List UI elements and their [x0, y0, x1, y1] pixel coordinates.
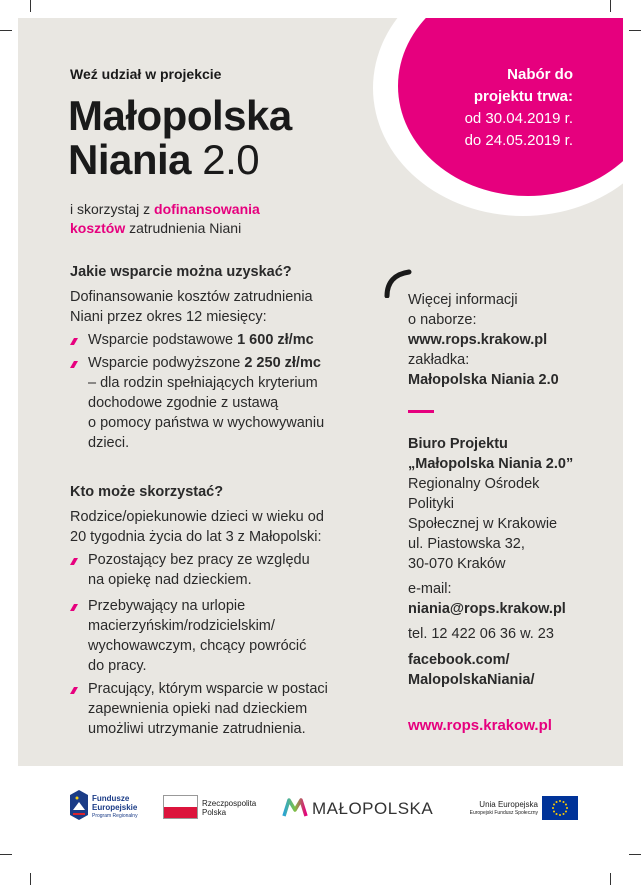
eligibility-bullet-2-line: wychowawczym, chcący powrócić	[88, 638, 307, 654]
eligibility-bullet-1-line: na opiekę nad dzieckiem.	[88, 572, 252, 588]
support-intro-line-1: Dofinansowanie kosztów zatrudnienia	[70, 289, 313, 305]
eligibility-intro	[70, 507, 324, 547]
title-niania: Niania	[68, 136, 192, 183]
eligibility-bullet-1-line: Pozostający bez pracy ze względu	[88, 552, 310, 568]
subtitle-post: zatrudnienia Niani	[125, 220, 242, 236]
recruitment-to: do 24.05.2019 r.	[464, 132, 573, 149]
intro-text: Weź udział w projekcie	[70, 66, 222, 82]
subtitle-pre: i skorzystaj z	[70, 201, 155, 217]
rzeczpospolita-text	[202, 799, 256, 817]
support-bullet-1-text: Wsparcie podstawowe	[88, 332, 238, 348]
support-bullet-2	[88, 353, 324, 453]
eligibility-heading: Kto może skorzystać?	[70, 484, 224, 500]
facebook-block	[408, 650, 535, 690]
bullet-marker-icon	[69, 602, 79, 612]
recruitment-label-2: projektu trwa:	[473, 88, 573, 105]
recruitment-box	[418, 64, 573, 152]
office-heading: „Małopolska Niania 2.0”	[408, 456, 574, 472]
support-bullet-2-amount: 2 250 zł/mc	[244, 355, 321, 371]
eligibility-bullet-2-line: Przebywający na urlopie	[88, 598, 246, 614]
bullet-marker-icon	[69, 359, 79, 369]
malopolska-logo-icon	[282, 798, 308, 818]
logo-text: Rzeczpospolita	[202, 799, 257, 808]
office-line: Regionalny Ośrodek	[408, 476, 540, 492]
title-line-1: Małopolska	[68, 92, 292, 139]
recruitment-label-1: Nabór do	[507, 66, 573, 83]
support-bullet-2-line: – dla rodzin spełniających kryterium	[88, 375, 318, 391]
office-line: Społecznej w Krakowie	[408, 516, 558, 532]
info-tab-name: Małopolska Niania 2.0	[408, 372, 559, 388]
crop-mark	[0, 30, 12, 31]
office-line: ul. Piastowska 32,	[408, 536, 525, 552]
support-bullet-2-text: Wsparcie podwyższone	[88, 355, 245, 371]
fundusze-europejskie-text	[92, 794, 138, 821]
office-heading: Biuro Projektu	[408, 436, 508, 452]
facebook-link[interactable]: MalopolskaNiania/	[408, 672, 535, 688]
logo-text: Europejskie	[92, 803, 138, 812]
support-bullet-2-line: dochodowe zgodnie z ustawą	[88, 395, 279, 411]
email-block	[408, 579, 566, 619]
website-link[interactable]: www.rops.krakow.pl	[408, 717, 552, 734]
support-bullet-2-line: dzieci.	[88, 435, 130, 451]
eligibility-bullet-3-line: Pracujący, którym wsparcie w postaci	[88, 681, 328, 697]
support-bullet-1-amount: 1 600 zł/mc	[237, 332, 314, 348]
office-line: Polityki	[408, 496, 454, 512]
unia-europejska-text	[440, 800, 538, 818]
info-line: o naborze:	[408, 312, 477, 328]
eligibility-bullet-2-line: macierzyńskim/rodzicielskim/	[88, 618, 275, 634]
support-bullet-2-line: o pomocy państwa w wychowywaniu	[88, 415, 325, 431]
bullet-marker-icon	[69, 556, 79, 566]
subtitle	[70, 200, 260, 238]
phone-number: tel. 12 422 06 36 w. 23	[408, 626, 554, 642]
logo-text: Program Regionalny	[92, 813, 138, 819]
poster-panel	[18, 18, 623, 766]
bullet-marker-icon	[69, 685, 79, 695]
crop-mark	[30, 0, 31, 12]
info-url-link[interactable]: www.rops.krakow.pl	[408, 332, 548, 348]
info-line: zakładka:	[408, 352, 470, 368]
eligibility-bullet-2	[88, 596, 306, 676]
eligibility-bullet-3-line: umożliwi utrzymanie zatrudnienia.	[88, 721, 306, 737]
eligibility-bullet-3	[88, 679, 328, 739]
logo-footer	[0, 766, 641, 885]
office-block	[408, 434, 573, 574]
crop-mark	[610, 0, 611, 12]
support-intro-line-2: Niani przez okres 12 miesięcy:	[70, 309, 267, 325]
eligibility-intro-line-1: Rodzice/opiekunowie dzieci w wieku od	[70, 509, 324, 525]
eligibility-intro-line-2: 20 tygodnia życia do lat 3 z Małopolski:	[70, 529, 322, 545]
recruitment-from: od 30.04.2019 r.	[464, 110, 573, 127]
crop-mark	[629, 30, 641, 31]
eligibility-bullet-1	[88, 550, 310, 590]
logo-text: Europejski Fundusz Społeczny	[469, 810, 538, 816]
pink-divider	[408, 410, 434, 413]
polish-flag-icon	[163, 795, 198, 819]
bullet-marker-icon	[69, 336, 79, 346]
email-label: e-mail:	[408, 581, 452, 597]
logo-text: Unia Europejska	[479, 800, 538, 809]
subtitle-highlight-2: kosztów	[70, 220, 126, 236]
logo-text: Polska	[202, 808, 227, 817]
info-line: Więcej informacji	[408, 292, 518, 308]
subtitle-highlight-1: dofinansowania	[154, 201, 260, 217]
info-block	[408, 290, 559, 390]
support-bullet-1	[88, 330, 314, 350]
fundusze-europejskie-logo-icon	[70, 790, 88, 820]
logo-text: Fundusze	[92, 794, 130, 803]
eligibility-bullet-2-line: do pracy.	[88, 658, 147, 674]
title-line-2	[68, 138, 292, 182]
title-version: 2.0	[202, 136, 260, 183]
eu-flag-icon	[542, 796, 578, 820]
page-title	[68, 94, 292, 182]
eligibility-bullet-3-line: zapewnienia opieki nad dzieckiem	[88, 701, 308, 717]
email-link[interactable]: niania@rops.krakow.pl	[408, 601, 566, 617]
support-heading: Jakie wsparcie można uzyskać?	[70, 264, 292, 280]
facebook-link[interactable]: facebook.com/	[408, 652, 510, 668]
office-line: 30-070 Kraków	[408, 556, 506, 572]
support-intro	[70, 287, 313, 327]
malopolska-text: MAŁOPOLSKA	[312, 799, 434, 818]
